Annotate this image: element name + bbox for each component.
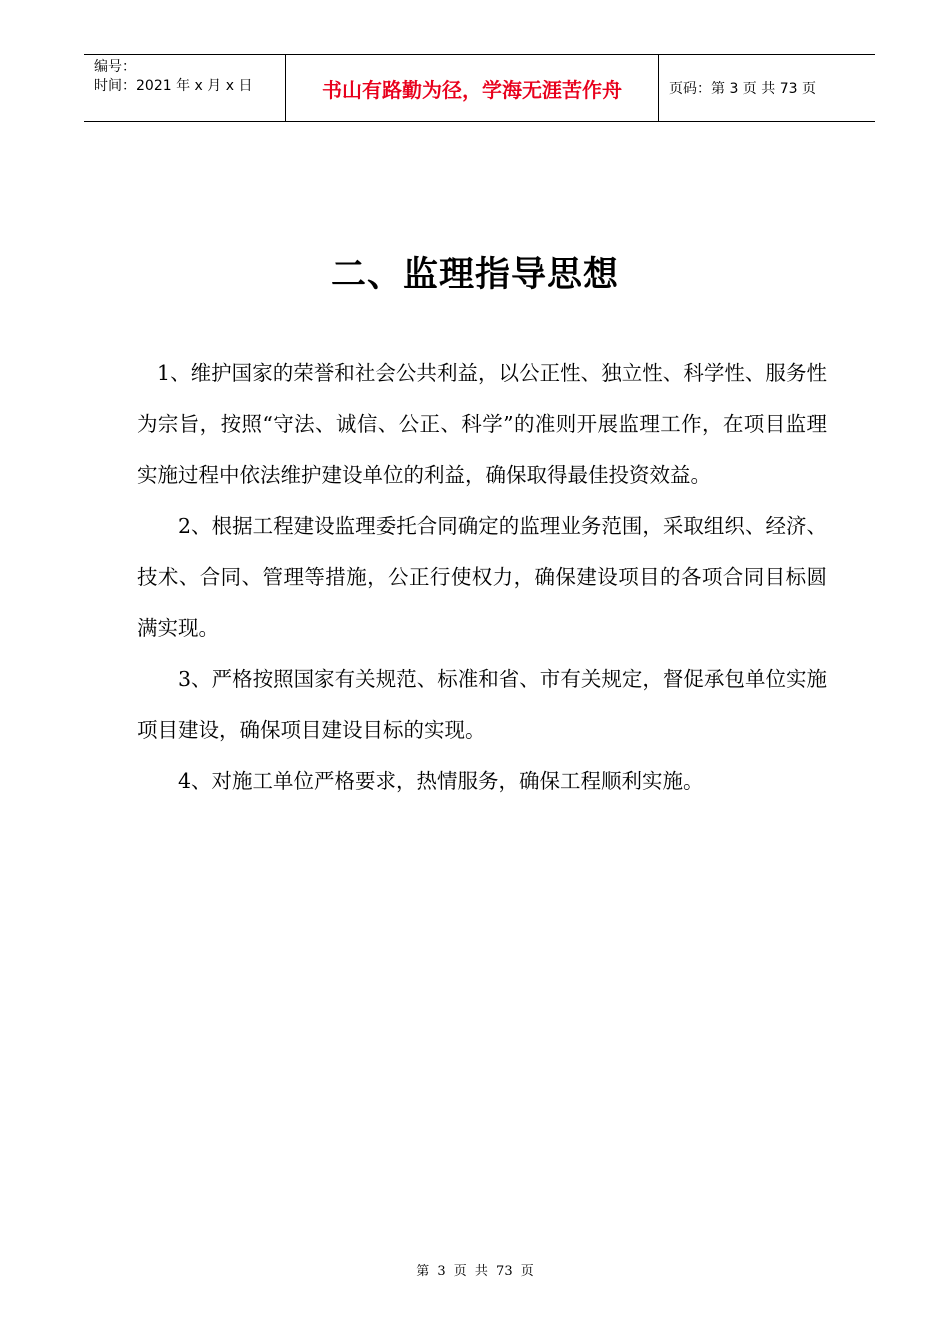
paragraph-4: 4、对施工单位严格要求，热情服务，确保工程顺利实施。 (178, 769, 704, 793)
document-date: 时间：2021 年 x 月 x 日 (94, 78, 253, 94)
document-number-label: 编号： (94, 59, 136, 75)
paragraph-3: 3、严格按照国家有关规范、标准和省、市有关规定，督促承包单位实施项目建设，确保项目建设目标的实现。 (137, 667, 827, 742)
header-motto: 书山有路勤为径，学海无涯苦作舟 (286, 55, 659, 121)
document-body (137, 348, 827, 807)
page-footer: 第 3 页 共 73 页 (416, 1264, 534, 1279)
paragraph-1: 1、维护国家的荣誉和社会公共利益，以公正性、独立性、科学性、服务性为宗旨，按照“守法、诚信、公正、科学”的准则开展监理工作，在项目监理实施过程中依法维护建设单位的利益，确保取得最佳投资效益。 (137, 361, 827, 487)
page-header (84, 54, 875, 122)
header-meta (84, 55, 286, 121)
header-page-info: 页码：第 3 页 共 73 页 (669, 81, 816, 97)
section-title: 二、监理指导思想 (330, 255, 619, 295)
paragraph-2: 2、根据工程建设监理委托合同确定的监理业务范围，采取组织、经济、技术、合同、管理等措施，公正行使权力，确保建设项目的各项合同目标圆满实现。 (137, 514, 827, 640)
